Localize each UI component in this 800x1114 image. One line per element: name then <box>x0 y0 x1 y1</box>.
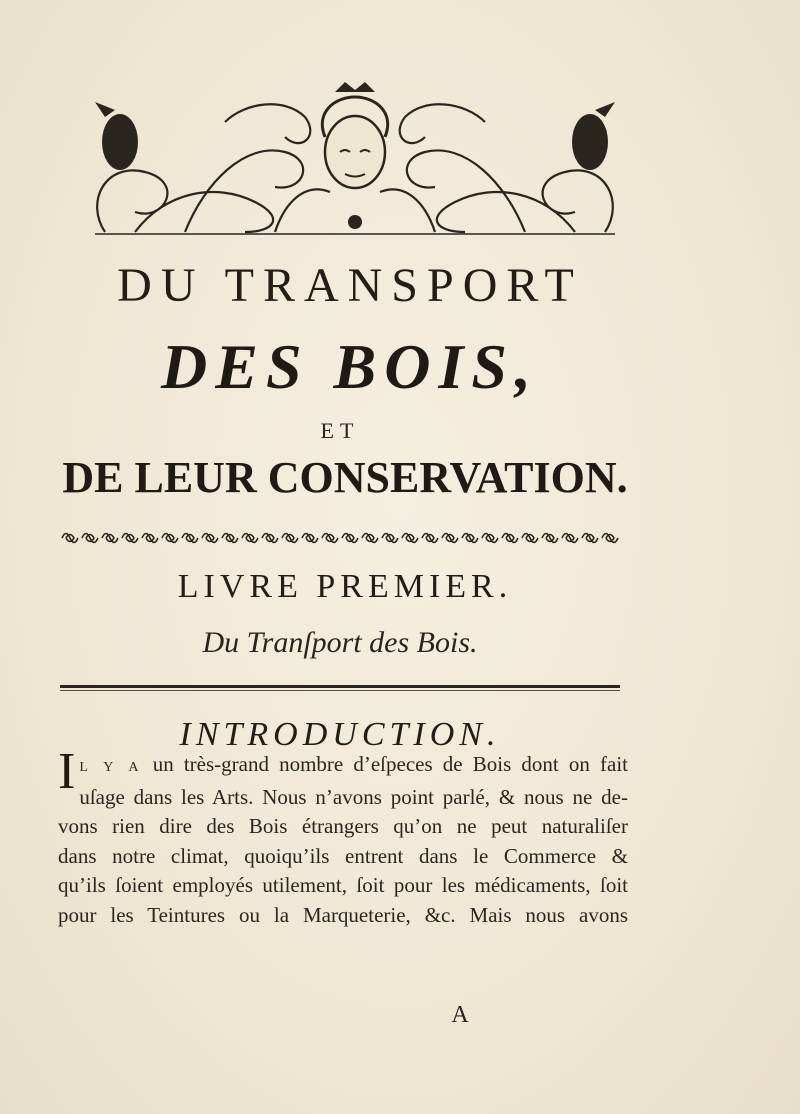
introduction-body <box>58 743 628 930</box>
fleuron-motif <box>162 534 178 543</box>
book-heading: LIVRE PREMIER. <box>177 568 513 605</box>
fleuron-motif <box>222 534 238 543</box>
fleuron-motif <box>402 534 418 543</box>
fleuron-motif <box>262 534 278 543</box>
body-line-4: dans notre climat, quoiqu’ils entrent dans le Commerce & <box>58 843 628 868</box>
body-line-6: pour les Teintures ou la Marqueterie, &c. Mais nous avons <box>58 902 628 927</box>
signature-mark: A <box>451 1002 469 1028</box>
fleuron-motif <box>422 534 438 543</box>
body-line-text: un très-grand nombre d’eſpeces de Bois dont on fait <box>152 752 628 776</box>
rule-thin <box>60 690 620 691</box>
introduction-heading: INTRODUCTION. <box>179 716 501 753</box>
fleuron-motif <box>342 534 358 543</box>
fleuron-motif <box>62 534 78 543</box>
fleuron-motif <box>542 534 558 543</box>
fleuron-motif <box>242 534 258 543</box>
fleuron-motif <box>302 534 318 543</box>
fleuron-motif <box>102 534 118 543</box>
drop-cap: I <box>58 743 76 800</box>
fleuron-motif <box>482 534 498 543</box>
fleuron-motif <box>142 534 158 543</box>
fleuron-motif <box>122 534 138 543</box>
fleuron-motif <box>522 534 538 543</box>
smallcaps-opening: L Y A <box>79 760 143 775</box>
fleuron-motif <box>282 534 298 543</box>
fleuron-motif <box>322 534 338 543</box>
section-rule <box>60 685 620 691</box>
fleuron-motif <box>442 534 458 543</box>
fleuron-motif <box>502 534 518 543</box>
fleuron-motif <box>582 534 598 543</box>
title-line-et: ET <box>320 418 360 443</box>
title-line-conservation: DE LEUR CONSERVATION. <box>62 453 628 502</box>
body-line-5: qu’ils ſoient employés utilement, ſoit pour les médicaments, ſoit <box>58 873 628 897</box>
body-line-3: vons rien dire des Bois étrangers qu’on ne peut naturaliſer <box>58 814 628 838</box>
fleuron-motif <box>362 534 378 543</box>
fleuron-motif <box>82 534 98 543</box>
fleuron-motif <box>382 534 398 543</box>
fleuron-motif <box>562 534 578 543</box>
fleuron-motif <box>182 534 198 543</box>
title-line-du-transport: DU TRANSPORT <box>117 259 583 312</box>
title-line-des-bois: DES BOIS, <box>161 331 539 402</box>
body-line-2: uſage dans les Arts. Nous n’avons point parlé, & nous ne de- <box>79 784 628 809</box>
headpiece-ornament-icon <box>75 82 635 240</box>
rule-thick <box>60 685 620 688</box>
body-line-1 <box>58 750 628 783</box>
fleuron-motif <box>462 534 478 543</box>
fleuron-motif <box>602 534 618 543</box>
fleuron-motif <box>202 534 218 543</box>
book-subtitle: Du Tranſport des Bois. <box>202 626 478 659</box>
fleuron-border-icon <box>60 527 620 549</box>
